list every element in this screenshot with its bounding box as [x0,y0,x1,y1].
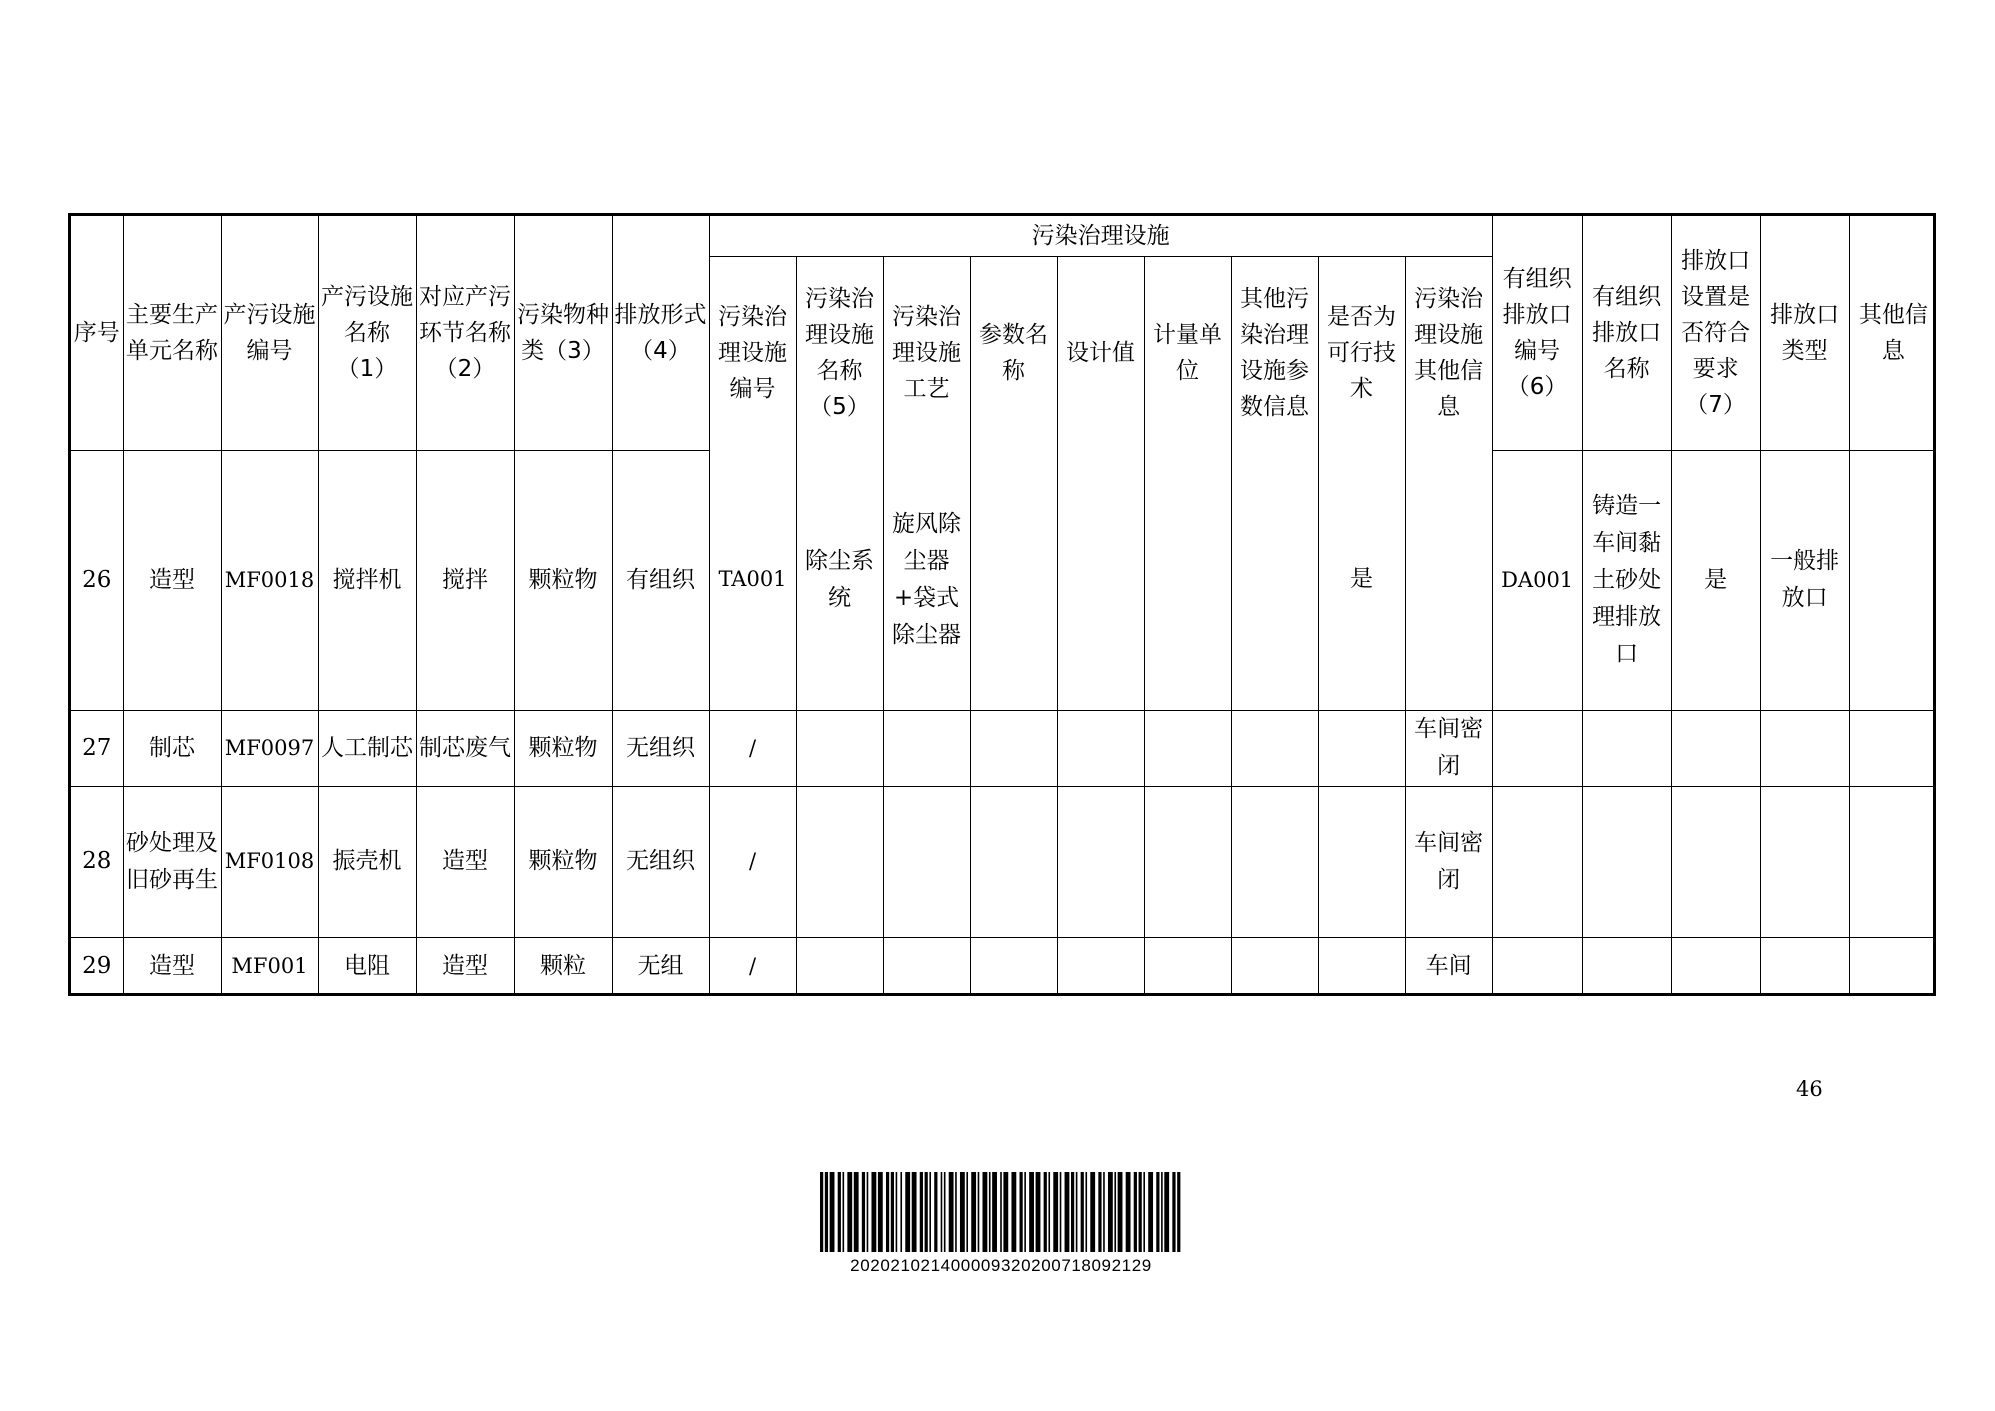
cell-outlet-code [1492,786,1582,937]
barcode-bar [896,1172,898,1252]
barcode-bar [960,1172,965,1252]
cell-facility-code: MF0018 [221,450,318,710]
cell-param-name [970,937,1057,993]
barcode-bar [820,1172,823,1252]
barcode-bar [1143,1172,1145,1252]
table-row [71,937,1936,993]
header-outlet-code: 有组织排放口编号（6） [1492,216,1582,450]
cell-seq: 28 [71,786,123,937]
barcode-bar [920,1172,923,1252]
cell-process: 造型 [416,786,514,937]
cell-other-info [1849,710,1936,786]
barcode-bar [983,1172,988,1252]
cell-unit: 造型 [123,450,221,710]
barcode-bar [1148,1172,1153,1252]
cell-seq: 29 [71,937,123,993]
header-treatment-group: 污染治理设施 [709,216,1492,256]
cell-unit: 造型 [123,937,221,993]
cell-treat-other: 车间密闭 [1405,710,1492,786]
cell-treat-code: / [709,937,796,993]
cell-pollutant: 颗粒物 [514,786,612,937]
barcode-bar [1098,1172,1101,1252]
cell-emission-form: 无组织 [612,710,709,786]
cell-emission-form: 无组织 [612,786,709,937]
barcode-bar [871,1172,876,1252]
barcode-bar [862,1172,865,1252]
barcode-bar [934,1172,937,1252]
barcode-bar [949,1172,954,1252]
header-unit: 主要生产单元名称 [123,216,221,450]
cell-outlet-type [1760,710,1849,786]
cell-other-params [1231,450,1318,710]
barcode-bar [867,1172,869,1252]
barcode-bar [891,1172,894,1252]
header-treat-process: 污染治理设施工艺 [883,256,970,450]
cell-feasible [1318,937,1405,993]
cell-facility-name: 电阻 [318,937,416,993]
barcode-bar [1076,1172,1078,1252]
cell-outlet-type [1760,937,1849,993]
barcode-bar [944,1172,946,1252]
barcode-bar [1081,1172,1084,1252]
barcode-bar [1020,1172,1023,1252]
barcode-bar [1044,1172,1047,1252]
barcode-bar [1003,1172,1008,1252]
cell-process: 搅拌 [416,450,514,710]
cell-treat-code: TA001 [709,450,796,710]
table-row [71,710,1936,786]
barcode-icon [820,1172,1182,1252]
cell-treat-code: / [709,710,796,786]
barcode-bar [1177,1172,1180,1252]
cell-treat-process [883,937,970,993]
cell-facility-name: 人工制芯 [318,710,416,786]
cell-treat-other: 车间密闭 [1405,786,1492,937]
barcode-bar [1161,1172,1163,1252]
header-feasible: 是否为可行技术 [1318,256,1405,450]
barcode-bar [925,1172,928,1252]
cell-facility-code: MF0108 [221,786,318,937]
barcode-bar [1164,1172,1169,1252]
cell-unit: 砂处理及旧砂再生 [123,786,221,937]
barcode-bar [955,1172,957,1252]
barcode-bar [1029,1172,1034,1252]
cell-pollutant: 颗粒 [514,937,612,993]
cell-treat-name [796,786,883,937]
barcode-bar [1126,1172,1131,1252]
cell-treat-process: 旋风除尘器+袋式除尘器 [883,450,970,710]
cell-feasible [1318,786,1405,937]
cell-outlet-type: 一般排放口 [1760,450,1849,710]
table-row [71,786,1936,937]
cell-outlet-type [1760,786,1849,937]
barcode-bar [830,1172,835,1252]
cell-other-info [1849,450,1936,710]
cell-treat-process [883,786,970,937]
cell-treat-other: 车间 [1405,937,1492,993]
cell-design-value [1057,450,1144,710]
barcode-bar [843,1172,845,1252]
barcode-bar [1114,1172,1116,1252]
barcode-bar [1085,1172,1087,1252]
cell-outlet-name [1582,710,1671,786]
cell-pollutant: 颗粒物 [514,710,612,786]
cell-design-value [1057,937,1144,993]
cell-treat-name [796,937,883,993]
cell-param-name [970,450,1057,710]
cell-treat-other [1405,450,1492,710]
barcode-bar [966,1172,968,1252]
cell-seq: 27 [71,710,123,786]
cell-emission-form: 有组织 [612,450,709,710]
cell-feasible [1318,710,1405,786]
barcode-bar [886,1172,889,1252]
cell-facility-name: 搅拌机 [318,450,416,710]
header-seq: 序号 [71,216,123,450]
barcode-bar [989,1172,991,1252]
barcode-bar [971,1172,976,1252]
header-other-info: 其他信息 [1849,216,1936,450]
cell-outlet-code [1492,937,1582,993]
cell-treat-name: 除尘系统 [796,450,883,710]
cell-outlet-code: DA001 [1492,450,1582,710]
cell-feasible: 是 [1318,450,1405,710]
cell-unit-measure [1144,450,1231,710]
header-design-value: 设计值 [1057,256,1144,450]
header-treat-name: 污染治理设施名称（5） [796,256,883,450]
barcode-bar [854,1172,859,1252]
header-outlet-name: 有组织排放口名称 [1582,216,1671,450]
cell-outlet-compliant: 是 [1671,450,1760,710]
cell-treat-code: / [709,786,796,937]
barcode-bar [1172,1172,1175,1252]
barcode-bar [905,1172,910,1252]
barcode-bar [900,1172,902,1252]
barcode-bar [1053,1172,1058,1252]
cell-other-info [1849,937,1936,993]
cell-design-value [1057,710,1144,786]
barcode-bar [929,1172,931,1252]
cell-param-name [970,786,1057,937]
cell-emission-form: 无组 [612,937,709,993]
cell-other-params [1231,937,1318,993]
cell-pollutant: 颗粒物 [514,450,612,710]
barcode-bar [1134,1172,1137,1252]
cell-param-name [970,710,1057,786]
barcode-bar [1060,1172,1062,1252]
barcode-bar [1071,1172,1074,1252]
header-pollutant: 污染物种类（3） [514,216,612,450]
barcode-bar [1108,1172,1113,1252]
header-outlet-compliant: 排放口设置是否符合要求（7） [1671,216,1760,450]
barcode-bar [1000,1172,1002,1252]
header-treat-code: 污染治理设施编号 [709,256,796,450]
cell-facility-code: MF001 [221,937,318,993]
barcode-bar [941,1172,943,1252]
barcode-bar [1118,1172,1123,1252]
barcode-bar [1103,1172,1105,1252]
cell-seq: 26 [71,450,123,710]
emission-table [68,213,1936,996]
barcode-bar [912,1172,917,1252]
cell-outlet-compliant [1671,937,1760,993]
cell-other-params [1231,786,1318,937]
barcode-bar [992,1172,997,1252]
cell-treat-process [883,710,970,786]
barcode-bar [1090,1172,1095,1252]
cell-outlet-name: 铸造一车间黏土砂处理排放口 [1582,450,1671,710]
cell-process: 造型 [416,937,514,993]
cell-other-info [1849,786,1936,937]
cell-outlet-name [1582,786,1671,937]
barcode-bar [825,1172,828,1252]
barcode-bar [878,1172,883,1252]
cell-design-value [1057,786,1144,937]
barcode-bar [838,1172,841,1252]
header-process: 对应产污环节名称（2） [416,216,514,450]
cell-unit-measure [1144,710,1231,786]
cell-facility-name: 振壳机 [318,786,416,937]
barcode-bar [978,1172,980,1252]
barcode-bar [1036,1172,1041,1252]
cell-outlet-compliant [1671,710,1760,786]
page-number: 46 [1796,1077,1823,1101]
cell-process: 制芯废气 [416,710,514,786]
header-facility-code: 产污设施编号 [221,216,318,450]
header-other-params: 其他污染治理设施参数信息 [1231,256,1318,450]
header-emission-form: 排放形式（4） [612,216,709,450]
cell-other-params [1231,710,1318,786]
table-row [71,450,1936,710]
cell-outlet-name [1582,937,1671,993]
cell-unit-measure [1144,786,1231,937]
barcode-bar [1011,1172,1016,1252]
barcode-bar [847,1172,852,1252]
cell-treat-name [796,710,883,786]
cell-unit-measure [1144,937,1231,993]
header-facility-name: 产污设施名称（1） [318,216,416,450]
barcode-bar [1024,1172,1026,1252]
cell-facility-code: MF0097 [221,710,318,786]
header-treat-other: 污染治理设施其他信息 [1405,256,1492,450]
barcode-text: 20202102140000932020071809212​9 [850,1256,1152,1275]
barcode-bar [1048,1172,1050,1252]
cell-unit: 制芯 [123,710,221,786]
barcode-bar [1156,1172,1159,1252]
header-param-name: 参数名称 [970,256,1057,450]
cell-outlet-code [1492,710,1582,786]
barcode-bar [1065,1172,1070,1252]
header-outlet-type: 排放口类型 [1760,216,1849,450]
header-unit-measure: 计量单位 [1144,256,1231,450]
barcode-bar [1139,1172,1142,1252]
cell-outlet-compliant [1671,786,1760,937]
